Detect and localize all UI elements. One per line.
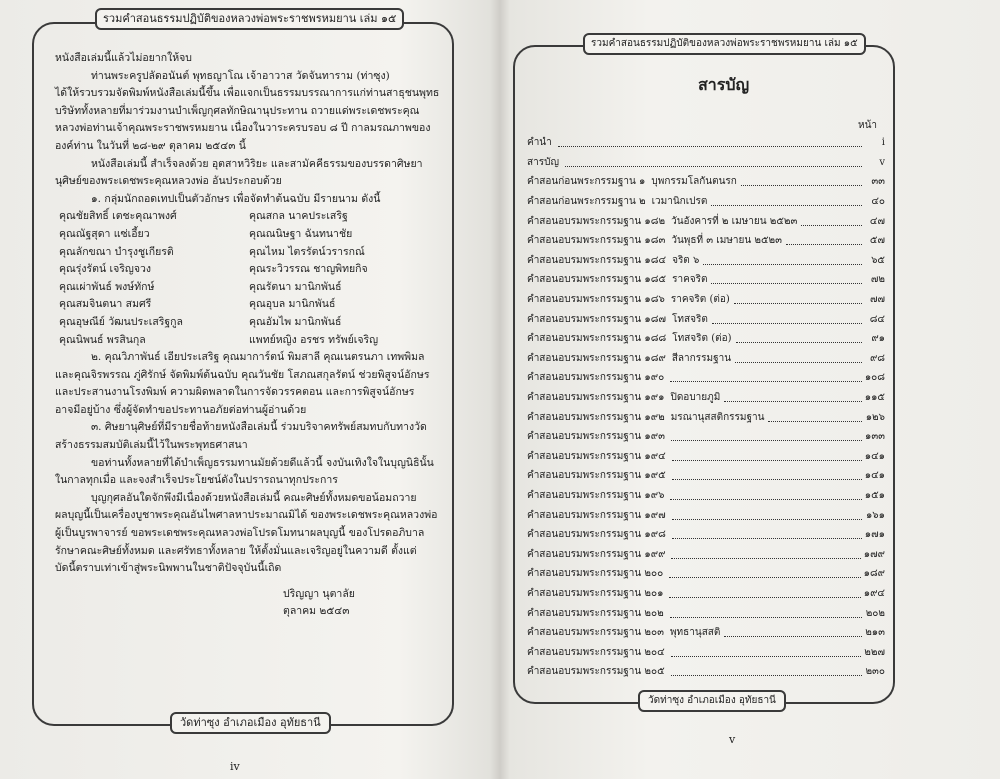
toc-entry-subtitle: วันพุธที่ ๓ เมษายน ๒๕๒๓ xyxy=(671,235,782,247)
dot-leader xyxy=(734,303,862,304)
toc-entry-page: ๙๘ xyxy=(869,352,885,364)
page-number: iv xyxy=(230,760,240,773)
dot-leader xyxy=(711,283,862,284)
page-column-label: หน้า xyxy=(858,120,878,131)
dot-leader xyxy=(669,597,860,598)
toc-entry xyxy=(527,603,885,623)
running-header: รวมคำสอนธรรมปฏิบัติของหลวงพ่อพระราชพรหมยาน เล่ม ๑๕ xyxy=(95,8,404,30)
contributor-name: คุณลักขณา บำรุงชูเกียรติ xyxy=(59,245,174,258)
contributor-name: คุณอุษณีย์ วัฒนประเสริฐกูล xyxy=(59,315,183,328)
toc-entry-subtitle: ราคจริต xyxy=(672,274,708,286)
toc-entry-title: คำสอนอบรมพระกรรมฐาน ๒๐๓ xyxy=(527,627,664,639)
toc-entry-page: ๒๒๗ xyxy=(864,646,885,658)
table-of-contents xyxy=(527,133,885,682)
toc-entry-title: คำสอนอบรมพระกรรมฐาน ๑๘๗ xyxy=(527,313,667,325)
contributor-row xyxy=(55,261,440,279)
dot-leader xyxy=(671,558,860,559)
contributor-name: คุณรุ่งรัตน์ เจริญจวง xyxy=(59,263,152,276)
contributor-name: แพทย์หญิง อรชร ทรัพย์เจริญ xyxy=(249,333,379,346)
toc-entry xyxy=(527,192,885,212)
dot-leader xyxy=(768,421,862,422)
preface-line: ในกาลทุกเมื่อ และจงสำเร็จประโยชน์ดังในปรารถนาทุกประการ xyxy=(55,474,338,487)
toc-entry-page: ๓๓ xyxy=(871,176,885,188)
toc-entry-subtitle: พุทธานุสสติ xyxy=(669,627,721,639)
toc-entry-page: ๑๓๓ xyxy=(864,431,885,443)
toc-entry-title: คำนำ xyxy=(527,137,552,149)
toc-entry xyxy=(527,349,885,369)
preface-line: สร้างธรรมสมบัติเล่มนี้ไว้ในพระพุทธศาสนา xyxy=(55,439,248,452)
dot-leader xyxy=(670,617,862,618)
contributor-row xyxy=(55,279,440,297)
dot-leader xyxy=(703,264,862,265)
running-footer: วัดท่าซุง อำเภอเมือง อุทัยธานี xyxy=(638,690,786,712)
toc-entry-title: คำสอนอบรมพระกรรมฐาน ๑๙๖ xyxy=(527,489,665,501)
contributor-name: คุณณัฐสุดา แซ่เอี้ยว xyxy=(59,227,150,240)
toc-entry-title: คำสอนก่อนพระกรรมฐาน ๒ xyxy=(527,196,646,208)
contributor-row xyxy=(55,226,440,244)
contributor-name: คุณรัตนา มานิกพันธ์ xyxy=(249,280,342,293)
preface-line: อาจมีอยู่บ้าง ซึ่งผู้จัดทำขอประทานอภัยต่อท่านผู้อ่านด้วย xyxy=(55,403,307,416)
toc-entry xyxy=(527,525,885,545)
preface-line: ขอท่านทั้งหลายที่ได้บำเพ็ญธรรมทานมัยด้วยดีแล้วนี้ จงบันเทิงใจในบุญนิธินั้น xyxy=(91,456,434,469)
preface-line: หนังสือเล่มนี้แล้วไม่อยากให้จบ xyxy=(55,52,192,64)
preface-line: บริษัททั้งหลายที่มาร่วมงานบำเพ็ญกุศลทักษิณานุประทาน ถวายแด่พระเดชพระคุณ xyxy=(55,104,420,117)
toc-entry-title: คำสอนอบรมพระกรรมฐาน ๑๘๔ xyxy=(527,254,667,266)
toc-entry-page: ๑๖๑ xyxy=(865,509,885,521)
toc-entry xyxy=(527,368,885,388)
preface-line: ๒. คุณวิภาพันธ์ เอียประเสริฐ คุณมาการ์ตน์ พิมสาลี คุณเนตรนภา เทพพิมล xyxy=(91,351,425,364)
contributor-list xyxy=(55,208,440,349)
toc-entry-title: คำสอนอบรมพระกรรมฐาน ๑๙๐ xyxy=(527,372,665,384)
toc-entry-page: ๔๗ xyxy=(869,215,885,227)
toc-entry-title: คำสอนอบรมพระกรรมฐาน ๒๐๑ xyxy=(527,587,664,599)
dot-leader xyxy=(670,381,862,382)
toc-title: สารบัญ xyxy=(698,75,750,94)
toc-entry xyxy=(527,486,885,506)
toc-entry xyxy=(527,309,885,329)
toc-entry-page: ๕๗ xyxy=(869,235,885,247)
contributor-name: คุณชัยสิทธิ์ เตชะคุณาพงศ์ xyxy=(59,210,177,223)
toc-entry xyxy=(527,388,885,408)
toc-entry-page: ๑๐๘ xyxy=(864,372,885,384)
toc-entry-page: i xyxy=(881,137,885,149)
toc-entry-title: คำสอนอบรมพระกรรมฐาน ๑๘๘ xyxy=(527,333,667,345)
signature-date: ตุลาคม ๒๕๔๓ xyxy=(283,605,350,618)
dot-leader xyxy=(786,244,862,245)
toc-entry-page: ๑๗๙ xyxy=(863,548,885,560)
dot-leader xyxy=(565,166,862,167)
toc-entry xyxy=(527,290,885,310)
contributor-name: คุณนิพนธ์ พรสินกุล xyxy=(59,333,146,346)
toc-entry-page: ๖๕ xyxy=(871,254,885,266)
toc-entry-title: คำสอนอบรมพระกรรมฐาน ๑๙๙ xyxy=(527,548,666,560)
toc-entry-subtitle: เวมานิกเปรต xyxy=(651,196,708,208)
toc-entry xyxy=(527,544,885,564)
dot-leader xyxy=(801,225,862,226)
preface-line: ๓. ศิษยานุศิษย์ที่มีรายชื่อท้ายหนังสือเล่มนี้ ร่วมบริจาคทรัพย์สมทบกับทางวัด xyxy=(91,421,427,434)
contributor-name: คุณเผ่าพันธ์ พงษ์ทักษ์ xyxy=(59,280,155,293)
contributor-row xyxy=(55,332,440,350)
toc-entry-subtitle: โทสจริต (ต่อ) xyxy=(672,333,732,345)
toc-entry-title: คำสอนอบรมพระกรรมฐาน ๒๐๕ xyxy=(527,666,665,678)
preface-body xyxy=(55,50,440,621)
toc-entry-title: คำสอนอบรมพระกรรมฐาน ๑๙๑ xyxy=(527,392,665,404)
dot-leader xyxy=(712,323,862,324)
toc-entry xyxy=(527,642,885,662)
toc-entry-title: คำสอนอบรมพระกรรมฐาน ๑๘๙ xyxy=(527,352,666,364)
toc-entry-title: คำสอนอบรมพระกรรมฐาน ๑๘๕ xyxy=(527,274,667,286)
toc-entry xyxy=(527,231,885,251)
dot-leader xyxy=(558,146,862,147)
dot-leader xyxy=(669,577,860,578)
preface-line: หนังสือเล่มนี้ สำเร็จลงด้วย อุตสาหวิริยะ และสามัคคีธรรมของบรรดาศิษยา xyxy=(91,157,423,170)
toc-entry-title: คำสอนอบรมพระกรรมฐาน ๑๘๖ xyxy=(527,294,665,306)
toc-entry xyxy=(527,329,885,349)
toc-entry-title: คำสอนอบรมพระกรรมฐาน ๑๙๒ xyxy=(527,411,665,423)
toc-entry xyxy=(527,623,885,643)
toc-entry-subtitle: จริต ๖ xyxy=(672,254,700,266)
toc-entry-title: คำสอนอบรมพระกรรมฐาน ๑๙๓ xyxy=(527,431,665,443)
preface-line: ท่านพระครูปลัดอนันต์ พุทธญาโณ เจ้าอาวาส วัดจันทาราม (ท่าซุง) xyxy=(91,69,390,82)
toc-entry-title: คำสอนอบรมพระกรรมฐาน ๑๘๓ xyxy=(527,235,666,247)
right-page xyxy=(503,0,1000,779)
dot-leader xyxy=(735,362,862,363)
dot-leader xyxy=(671,675,862,676)
toc-entry-subtitle: วันอังคารที่ ๒ เมษายน ๒๕๒๓ xyxy=(671,215,798,227)
toc-entry-title: คำสอนอบรมพระกรรมฐาน ๑๘๒ xyxy=(527,215,666,227)
toc-entry-page: ๑๒๖ xyxy=(865,411,885,423)
toc-entry xyxy=(527,466,885,486)
dot-leader xyxy=(672,479,862,480)
preface-line: ผู้เป็นบูรพาจารย์ ขอพระเดชพระคุณหลวงพ่อโปรดโมทนาผลบุญนี้ ของโปรดอภิบาล xyxy=(55,527,425,540)
toc-entry-subtitle: มรณานุสสติกรรมฐาน xyxy=(670,411,765,423)
dot-leader xyxy=(672,538,862,539)
toc-entry-page: ๑๗๑ xyxy=(864,529,885,541)
running-footer: วัดท่าซุง อำเภอเมือง อุทัยธานี xyxy=(170,712,331,734)
toc-entry xyxy=(527,251,885,271)
running-header: รวมคำสอนธรรมปฏิบัติของหลวงพ่อพระราชพรหมยาน เล่ม ๑๕ xyxy=(583,33,866,55)
contributor-row xyxy=(55,296,440,314)
toc-entry-subtitle: ราคจริต (ต่อ) xyxy=(670,294,730,306)
toc-entry-title: คำสอนอบรมพระกรรมฐาน ๑๙๕ xyxy=(527,470,666,482)
contributor-name: คุณณนิษฐา ฉันทนาชัย xyxy=(249,227,353,240)
toc-entry-page: ๙๑ xyxy=(871,333,885,345)
preface-line: ๑. กลุ่มนักถอดเทปเป็นตัวอักษร เพื่อจัดทำต้นฉบับ มีรายนาม ดังนี้ xyxy=(91,192,381,205)
toc-entry-page: ๗๒ xyxy=(870,274,885,286)
toc-entry-title: คำสอนอบรมพระกรรมฐาน ๑๙๔ xyxy=(527,450,666,462)
toc-entry-title: คำสอนอบรมพระกรรมฐาน ๑๙๗ xyxy=(527,509,666,521)
dot-leader xyxy=(711,205,862,206)
dot-leader xyxy=(670,499,861,500)
toc-entry xyxy=(527,133,885,153)
left-page xyxy=(0,0,497,779)
page-number: v xyxy=(729,733,736,746)
toc-entry-page: ๑๙๔ xyxy=(863,587,885,599)
toc-entry-page: ๑๔๑ xyxy=(864,470,885,482)
toc-entry-page: ๑๕๑ xyxy=(864,489,885,501)
contributor-name: คุณอุบล มานิกพันธ์ xyxy=(249,298,336,311)
toc-entry xyxy=(527,662,885,682)
toc-entry-title: คำสอนอบรมพระกรรมฐาน ๒๐๒ xyxy=(527,607,664,619)
signature: ปริญญา นุตาลัย xyxy=(283,587,355,600)
contributor-name: คุณสกล นาคประเสริฐ xyxy=(249,210,348,223)
toc-entry-page: ๒๐๒ xyxy=(865,607,885,619)
contributor-name: คุณสมจินตนา สมศรี xyxy=(59,298,152,311)
toc-entry-page: ๑๔๑ xyxy=(864,450,885,462)
toc-entry-page: ๒๓๐ xyxy=(865,666,885,678)
dot-leader xyxy=(672,460,862,461)
dot-leader xyxy=(724,401,861,402)
toc-entry xyxy=(527,211,885,231)
toc-entry-subtitle: โทสจริต xyxy=(672,313,708,325)
toc-entry xyxy=(527,447,885,467)
preface-line: และคุณจิรพรรณ ภู่ศิรักษ์ จัดพิมพ์ต้นฉบับ คุณวันชัย โสภณสกุลรัตน์ ช่วยพิสูจน์อักษร xyxy=(55,368,430,381)
toc-entry-page: ๗๗ xyxy=(869,294,885,306)
toc-entry-page: ๑๑๕ xyxy=(864,392,885,404)
dot-leader xyxy=(724,636,862,637)
dot-leader xyxy=(736,342,863,343)
dot-leader xyxy=(672,519,862,520)
toc-entry-title: คำสอนอบรมพระกรรมฐาน ๒๐๐ xyxy=(527,568,664,580)
contributor-name: คุณไหม ไตรรัตน์วรารกณ์ xyxy=(249,245,365,258)
toc-entry-page: ๔๐ xyxy=(871,196,885,208)
toc-entry xyxy=(527,172,885,192)
preface-line: นุศิษย์ของพระเดชพระคุณหลวงพ่อ อันประกอบด้วย xyxy=(55,175,282,188)
toc-entry-subtitle: บุพกรรมโลกันตนรก xyxy=(651,176,737,188)
toc-entry-title: คำสอนก่อนพระกรรมฐาน ๑ xyxy=(527,176,646,188)
preface-line: ผลบุญนี้เป็นเครื่องบูชาพระคุณอันไพศาลหาประมาณมิได้ ของพระเดชพระคุณหลวงพ่อ xyxy=(55,509,438,522)
preface-line: บัดนี้ตราบเท่าเข้าสู่พระนิพพานในชาติปัจจุบันนี้เถิด xyxy=(55,562,282,575)
toc-entry-page: ๑๘๙ xyxy=(863,568,885,580)
contributor-row xyxy=(55,208,440,226)
toc-entry-title: คำสอนอบรมพระกรรมฐาน ๑๙๘ xyxy=(527,529,666,541)
toc-entry-subtitle: สีลากรรมฐาน xyxy=(671,352,732,364)
toc-entry xyxy=(527,407,885,427)
toc-entry-page: ๘๔ xyxy=(869,313,885,325)
dot-leader xyxy=(671,440,862,441)
preface-line: หลวงพ่อท่านเจ้าคุณพระราชพรหมยาน เนื่องในวาระครบรอบ ๘ ปี กาลมรณภาพของ xyxy=(55,122,431,135)
toc-entry-subtitle: ปิดอบายภูมิ xyxy=(670,392,721,404)
contributor-row xyxy=(55,244,440,262)
toc-entry xyxy=(527,153,885,173)
toc-entry xyxy=(527,584,885,604)
toc-entry-page: v xyxy=(879,156,885,168)
toc-entry xyxy=(527,427,885,447)
toc-entry-page: ๒๑๓ xyxy=(865,627,885,639)
contributor-row xyxy=(55,314,440,332)
toc-entry xyxy=(527,270,885,290)
preface-line: และประสานงานโรงพิมพ์ ความผิดพลาดในการจัดวรรคตอน และการพิสูจน์อักษร xyxy=(55,386,415,399)
contributor-name: คุณระวิวรรณ ชาญพิทยกิจ xyxy=(249,263,368,276)
toc-entry xyxy=(527,564,885,584)
toc-entry-title: คำสอนอบรมพระกรรมฐาน ๒๐๔ xyxy=(527,646,665,658)
preface-line: รักษาคณะศิษย์ทั้งหมด และศรัทธาทั้งหลาย ให้ตั้งมั่นและเจริญอยู่ในความดี ตั้งแต่ xyxy=(55,544,417,557)
preface-line: บุญกุศลอันใดจักพึงมีเนื่องด้วยหนังสือเล่มนี้ คณะศิษย์ทั้งหมดขอน้อมถวาย xyxy=(91,491,417,504)
contributor-name: คุณอัมไพ มานิกพันธ์ xyxy=(249,315,342,328)
toc-entry-title: สารบัญ xyxy=(527,156,559,168)
dot-leader xyxy=(671,656,862,657)
toc-entry xyxy=(527,505,885,525)
dot-leader xyxy=(741,185,862,186)
preface-line: ได้ให้รวบรวมจัดพิมพ์หนังสือเล่มนี้ขึ้น เพื่อแจกเป็นธรรมบรรณาการแก่ท่านสาธุชนพุทธ xyxy=(55,87,440,100)
preface-line: องค์ท่าน ในวันที่ ๒๘-๒๙ ตุลาคม ๒๕๔๓ นี้ xyxy=(55,139,246,152)
